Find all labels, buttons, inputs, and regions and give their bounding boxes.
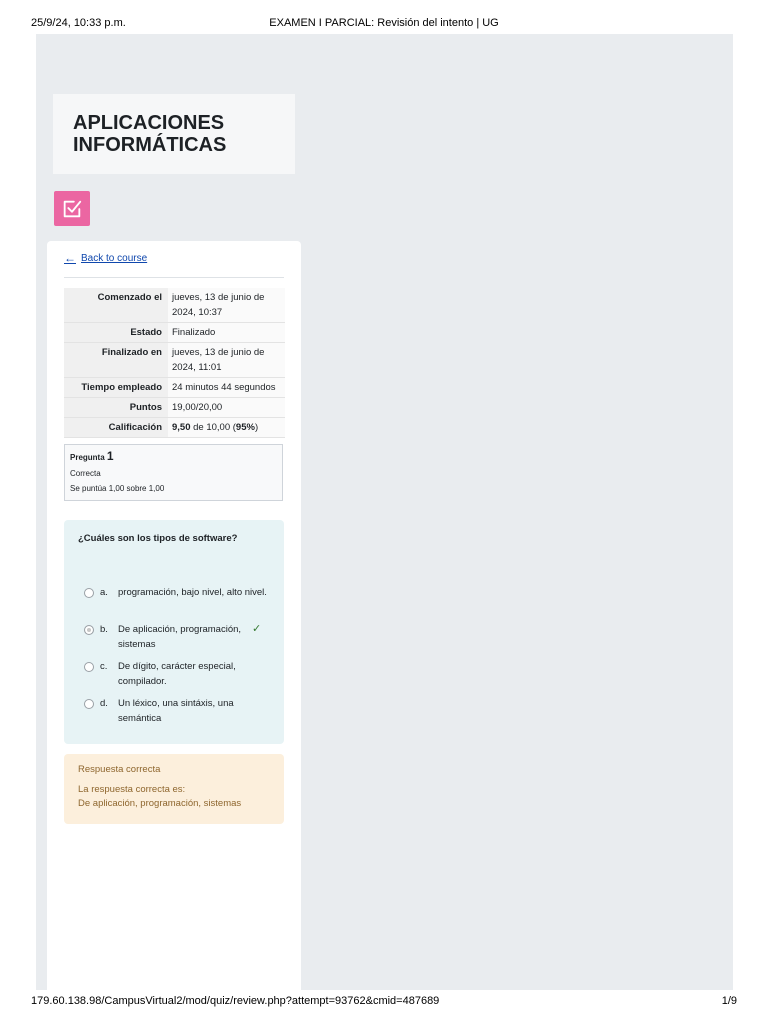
answer-option-b[interactable]: [84, 622, 274, 652]
summary-value: Finalizado: [168, 323, 285, 343]
summary-value: 24 minutos 44 segundos: [168, 378, 285, 398]
summary-row: [64, 343, 285, 378]
feedback-status: Respuesta correcta: [78, 764, 161, 775]
answer-letter: b.: [100, 624, 108, 635]
question-number: 1: [106, 449, 114, 463]
question-status: Correcta: [70, 469, 101, 478]
summary-value: jueves, 13 de junio de 2024, 10:37: [168, 288, 285, 323]
summary-label: Comenzado el: [64, 288, 168, 323]
print-url: 179.60.138.98/CampusVirtual2/mod/quiz/review.php?attempt=93762&cmid=487689: [31, 995, 440, 1007]
question-formulation: [64, 520, 284, 744]
summary-row: [64, 288, 285, 323]
print-footer: [0, 990, 768, 1024]
answer-radio-selected[interactable]: [84, 625, 94, 635]
print-title: EXAMEN I PARCIAL: Revisión del intento | UG: [269, 17, 499, 29]
correct-check-icon: ✓: [252, 623, 262, 635]
summary-label: Finalizado en: [64, 343, 168, 378]
right-answer-text: De aplicación, programación, sistemas: [78, 798, 242, 809]
quiz-checkbox-icon: [54, 191, 90, 226]
course-header: [53, 94, 295, 174]
summary-row: [64, 398, 285, 418]
question-text: ¿Cuáles son los tipos de software?: [78, 533, 238, 544]
summary-row: [64, 378, 285, 398]
back-to-course-link[interactable]: [64, 251, 147, 265]
course-title: APLICACIONES INFORMÁTICAS: [73, 112, 227, 156]
answer-text: De aplicación, programación, sistemas: [118, 624, 242, 650]
quiz-review-panel: [47, 241, 301, 990]
summary-row: [64, 418, 285, 438]
back-to-course-label: Back to course: [81, 252, 148, 264]
attempt-summary-table: [64, 288, 285, 438]
right-answer-intro: La respuesta correcta es:: [78, 784, 186, 795]
answer-letter: c.: [100, 661, 108, 672]
answer-text: De dígito, carácter especial, compilador.: [118, 661, 236, 687]
summary-row: [64, 323, 285, 343]
summary-value: jueves, 13 de junio de 2024, 11:01: [168, 343, 285, 378]
answer-letter: d.: [100, 698, 108, 709]
answer-option-a[interactable]: [84, 585, 274, 600]
question-mark: Se puntúa 1,00 sobre 1,00: [70, 484, 165, 493]
right-answer: [78, 783, 241, 811]
summary-label: Estado: [64, 323, 168, 343]
question-label: Pregunta: [70, 453, 105, 462]
print-header: [0, 0, 768, 34]
answer-text: Un léxico, una sintáxis, una semántica: [118, 698, 234, 724]
answer-radio[interactable]: [84, 588, 94, 598]
arrow-left-icon: ←: [64, 251, 76, 265]
answer-option-d[interactable]: [84, 696, 274, 726]
grade-percent: 95%: [235, 422, 255, 433]
grade-total: de 10,00 (: [190, 422, 236, 433]
grade-value: 9,50: [172, 422, 191, 433]
answer-letter: a.: [100, 587, 108, 598]
print-date: 25/9/24, 10:33 p.m.: [31, 17, 126, 29]
answer-radio[interactable]: [84, 662, 94, 672]
summary-label: Puntos: [64, 398, 168, 418]
summary-grade: [168, 418, 285, 438]
divider: [64, 277, 284, 278]
summary-value: 19,00/20,00: [168, 398, 285, 418]
answer-text: programación, bajo nivel, alto nivel.: [118, 587, 267, 598]
print-page-number: 1/9: [721, 995, 737, 1007]
answer-radio[interactable]: [84, 699, 94, 709]
question-info: [64, 444, 283, 501]
summary-label: Calificación: [64, 418, 168, 438]
question-feedback: [64, 754, 284, 824]
grade-close: ): [254, 422, 259, 433]
answer-option-c[interactable]: [84, 659, 274, 689]
summary-label: Tiempo empleado: [64, 378, 168, 398]
